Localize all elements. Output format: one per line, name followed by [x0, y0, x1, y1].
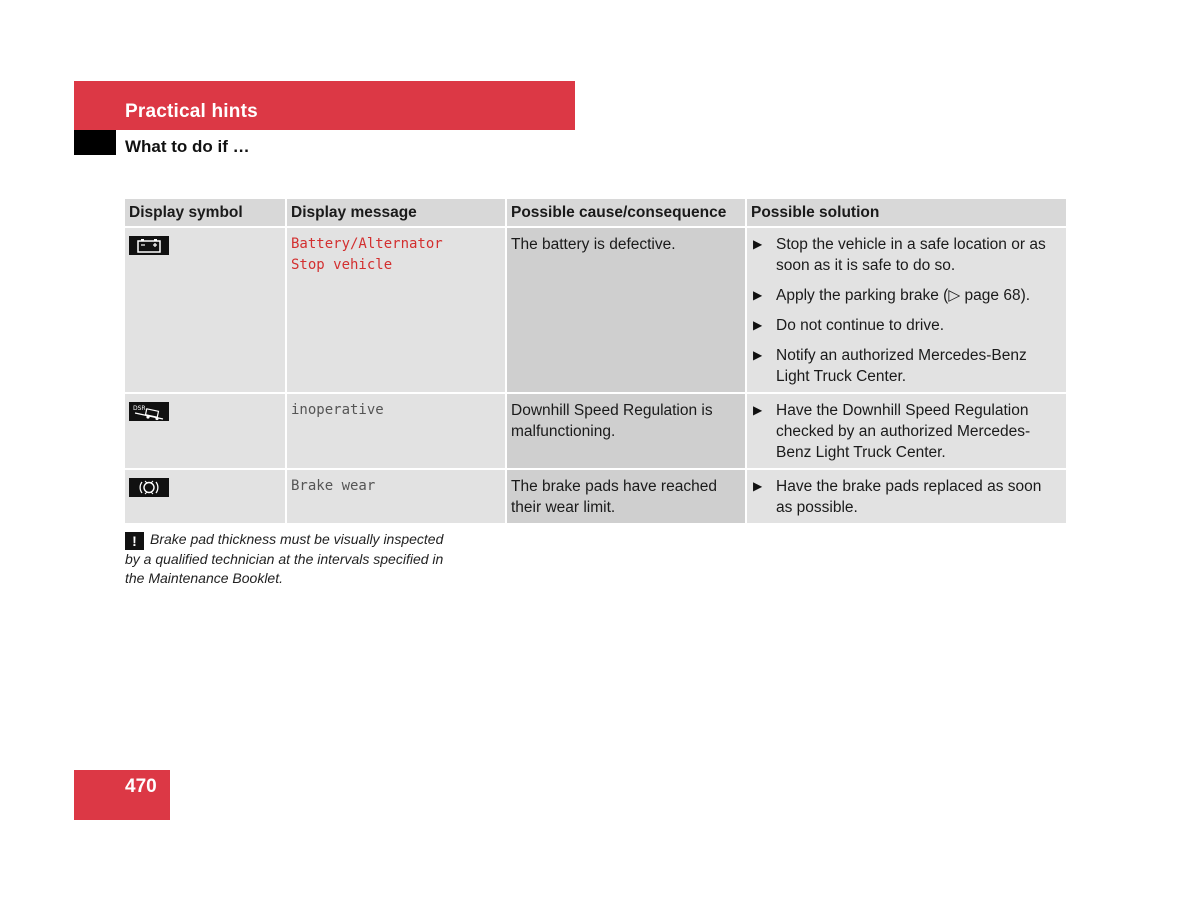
- warning-icon: !: [125, 532, 144, 550]
- cause-cell: Downhill Speed Regulation is malfunctioning.: [506, 393, 746, 469]
- subsection-marker: [74, 130, 116, 155]
- solution-list: [751, 234, 1062, 387]
- solution-text: Have the brake pads replaced as soon as possible.: [776, 478, 1042, 516]
- solution-text: Notify an authorized Mercedes-Benz Light Truck Center.: [776, 347, 1027, 385]
- solution-item: [751, 400, 1062, 463]
- symbol-cell: [125, 227, 286, 393]
- solution-list: [751, 400, 1062, 463]
- display-messages-table: [125, 199, 1066, 523]
- solution-list: [751, 476, 1062, 518]
- display-message-line: Battery/Alternator: [291, 236, 443, 252]
- solution-text: Apply the parking brake (▷ page 68).: [776, 287, 1031, 304]
- solution-cell: [746, 393, 1066, 469]
- message-cell: [286, 393, 506, 469]
- solution-item: [751, 345, 1062, 387]
- symbol-cell: [125, 393, 286, 469]
- display-message-line: inoperative: [291, 402, 384, 418]
- column-header-symbol: Display symbol: [125, 199, 286, 227]
- table-row: [125, 393, 1066, 469]
- bullet-arrow-icon: ▶: [753, 237, 763, 251]
- display-message-line: Brake wear: [291, 478, 376, 494]
- cause-cell: The battery is defective.: [506, 227, 746, 393]
- column-header-solution: Possible solution: [746, 199, 1066, 227]
- solution-cell: [746, 227, 1066, 393]
- solution-item: [751, 315, 1062, 336]
- table-header-row: [125, 199, 1066, 227]
- bullet-arrow-icon: ▶: [753, 318, 763, 332]
- table-row: [125, 469, 1066, 523]
- subsection-title: What to do if …: [125, 137, 250, 156]
- svg-text:DSR: DSR: [133, 405, 146, 412]
- warning-note-text: Brake pad thickness must be visually inspected by a qualified technician at the intervals specified in the Maintenance Booklet.: [125, 531, 444, 586]
- section-title: Practical hints: [125, 101, 258, 122]
- message-cell: [286, 227, 506, 393]
- bullet-arrow-icon: ▶: [753, 479, 763, 493]
- bullet-arrow-icon: ▶: [753, 288, 763, 302]
- display-message-line: Stop vehicle: [291, 257, 393, 273]
- dsr-icon: [129, 402, 169, 421]
- table-row: [125, 227, 1066, 393]
- warning-note: [125, 530, 445, 587]
- page-number: 470: [125, 776, 157, 797]
- solution-text: Do not continue to drive.: [776, 317, 945, 334]
- solution-text: Have the Downhill Speed Regulation checked by an authorized Mercedes-Benz Light Truck Center.: [776, 402, 1031, 461]
- symbol-cell: [125, 469, 286, 523]
- bullet-arrow-icon: ▶: [753, 348, 763, 362]
- cause-cell: The brake pads have reached their wear limit.: [506, 469, 746, 523]
- solution-item: [751, 234, 1062, 276]
- section-header-bar: [74, 81, 575, 130]
- battery-icon: [129, 236, 169, 255]
- message-cell: [286, 469, 506, 523]
- solution-item: [751, 285, 1062, 306]
- bullet-arrow-icon: ▶: [753, 403, 763, 417]
- page-number-box: [74, 770, 170, 820]
- solution-text: Stop the vehicle in a safe location or as soon as it is safe to do so.: [776, 236, 1046, 274]
- column-header-message: Display message: [286, 199, 506, 227]
- column-header-cause: Possible cause/consequence: [506, 199, 746, 227]
- brake-wear-icon: [129, 478, 169, 497]
- solution-item: [751, 476, 1062, 518]
- solution-cell: [746, 469, 1066, 523]
